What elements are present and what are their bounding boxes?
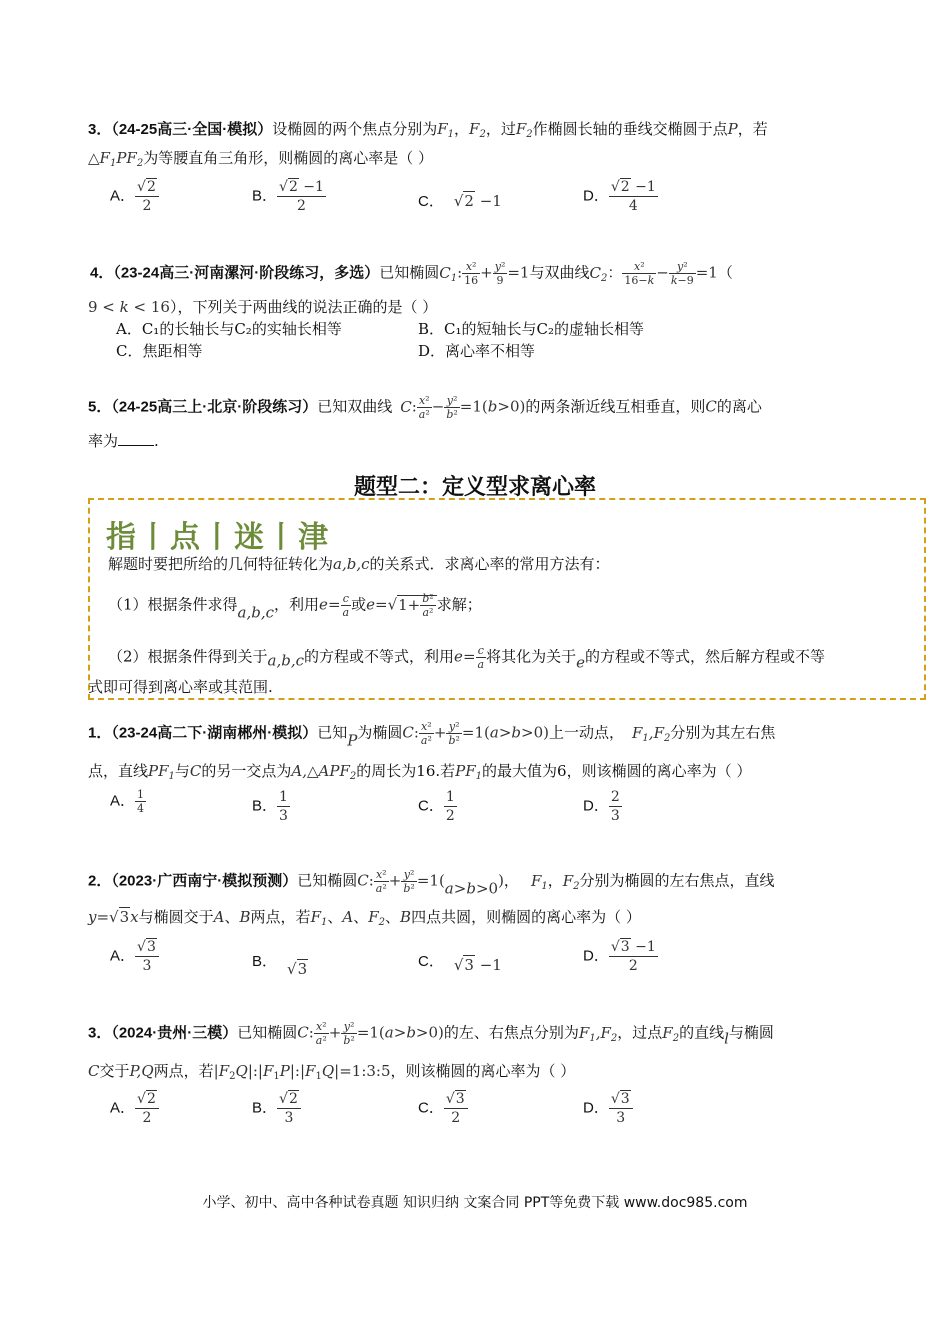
- option-a[interactable]: A． $\frac{1}{4}$: [110, 788, 145, 815]
- question-3b-line-1: 3．（2024·贵州·三模）已知椭圆C: $\frac{\text{x²}}{\text{a²}}$ + $\frac{\text{y²}}{\text{b²}}$ =1(a>b>0)的左、右焦点分别为$F_1,F_2$，过点$F_2$的直线l与椭圆: [88, 1020, 774, 1048]
- option-a[interactable]: A． $\frac{√2}{2}$: [110, 1090, 159, 1127]
- question-2-line-2: y=√3x与椭圆交于A、B两点，若$F_1$、A、$F_2$、B四点共圆，则椭圆的离心率为（ ）: [88, 908, 641, 928]
- option-c[interactable]: C．焦距相等: [116, 342, 203, 360]
- page-footer: 小学、初中、高中各种试卷真题 知识归纳 文案合同 PPT等免费下载 www.doc985.com: [202, 1195, 748, 1211]
- option-b[interactable]: B． $\frac{√2}{3}$: [252, 1090, 301, 1127]
- option-d[interactable]: D． $\frac{√2 -1}{4}$: [583, 179, 656, 214]
- question-3-line-1: 3．（24-25高三·全国·模拟）设椭圆的两个焦点分别为$F_1$，$F_2$，过$F_2$作椭圆长轴的垂线交椭圆于点P，若: [88, 120, 768, 140]
- option-c[interactable]: C． √2 −1: [418, 192, 502, 210]
- math-f2: $F_2$: [469, 120, 486, 140]
- question-4-line-2: 9 < k < 16），下列关于两曲线的说法正确的是（ ）: [88, 298, 438, 316]
- question-3b-line-2: C交于P,Q两点，若$|F_2Q|:|F_1P|:|F_1Q|=1:3:5$，则该椭圆的离心率为（ ）: [88, 1062, 576, 1082]
- question-1-line-2: 点，直线$PF_1$与C的另一交点为$A,\triangle APF_2$的周长为16.若$PF_1$的最大值为6，则该椭圆的离心率为（ ）: [88, 762, 752, 782]
- math-triangle: $\triangle F_1PF_2$: [88, 149, 144, 169]
- option-c[interactable]: C． $\frac{√3}{2}$: [418, 1090, 468, 1127]
- option-a[interactable]: A． $\frac{√2}{2}$: [110, 178, 159, 215]
- option-d[interactable]: D． $\frac{√3 -1}{2}$: [583, 939, 656, 974]
- tips-paragraph-1: 解题时要把所给的几何特征转化为a,b,c的关系式．求离心率的常用方法有：: [108, 555, 610, 573]
- question-5-line-2: 率为 .: [88, 432, 159, 450]
- option-b[interactable]: B． √3: [252, 953, 308, 978]
- option-b[interactable]: B． $\frac{1}{3}$: [252, 789, 288, 824]
- question-source: （24-25高三·全国·模拟）: [111, 121, 273, 138]
- question-2-line-1: 2．（2023·广西南宁·模拟预测）已知椭圆C: $\frac{\text{x²}}{\text{a²}}$ + $\frac{\text{y²}}{\text{b²}}$ =1(a>b>0)， $F_1$，$F_2$分别为椭圆的左右焦点，直线: [88, 868, 775, 898]
- option-d[interactable]: D． $\frac{√3}{3}$: [583, 1090, 633, 1127]
- option-d[interactable]: D．离心率不相等: [418, 342, 536, 360]
- question-5-line-1: 5．（24-25高三上·北京·阶段练习）已知双曲线 C: $\frac{\text{x²}}{\text{a²}}$ − $\frac{\text{y²}}{\text{b²}}$ =1(b>0)的两条渐近线互相垂直，则C的离心: [88, 394, 762, 421]
- question-3-line-2: $\triangle F_1PF_2$为等腰直角三角形，则椭圆的离心率是（ ）: [88, 149, 433, 169]
- tips-paragraph-3-cont: 式即可得到离心率或其范围.: [88, 678, 273, 696]
- section-heading: 题型二：定义型求离心率: [353, 475, 596, 500]
- answer-blank[interactable]: [118, 445, 154, 446]
- question-4-line-1: 4．（23-24高三·河南漯河·阶段练习，多选）已知椭圆$C_1$: $\frac{\text{x²}}{16}$ + $\frac{\text{y²}}{9}$ =1与双曲线$C_2$： $\frac{\text{x²}}{16-k}$ − $\frac{\text{y²}}{k-9}$ =1（: [90, 260, 733, 287]
- question-1-line-1: 1．（23-24高二下·湖南郴州·模拟）已知P为椭圆C: $\frac{\text{x²}}{\text{a²}}$ + $\frac{\text{y²}}{\text{b²}}$ =1(a>b>0)上一动点， $F_1,F_2$分别为其左右焦: [88, 720, 776, 750]
- option-b[interactable]: B． $\frac{√2 -1}{2}$: [252, 179, 324, 214]
- tips-paragraph-3: （2）根据条件得到关于a,b,c的方程或不等式，利用e= $\frac{c}{a}$ 将其化为关于e的方程或不等式，然后解方程或不等: [108, 644, 825, 672]
- option-c[interactable]: C． √3 −1: [418, 953, 502, 974]
- tips-title: 指丨点丨迷丨津: [106, 520, 330, 555]
- math-f1: $F_1$: [437, 120, 455, 140]
- option-a[interactable]: A． $\frac{√3}{3}$: [110, 938, 159, 975]
- tips-paragraph-2: （1）根据条件求得a,b,c，利用e= $\frac{c}{a}$ 或e=√1+ $\frac{\text{b²}}{\text{a²}}$ 求解；: [108, 592, 482, 622]
- option-d[interactable]: D． $\frac{2}{3}$: [583, 789, 620, 824]
- option-b[interactable]: B．C₁的短轴长与C₂的虚轴长相等: [418, 320, 645, 338]
- option-a[interactable]: A．C₁的长轴长与C₂的实轴长相等: [116, 320, 342, 338]
- option-c[interactable]: C． $\frac{1}{2}$: [418, 789, 455, 824]
